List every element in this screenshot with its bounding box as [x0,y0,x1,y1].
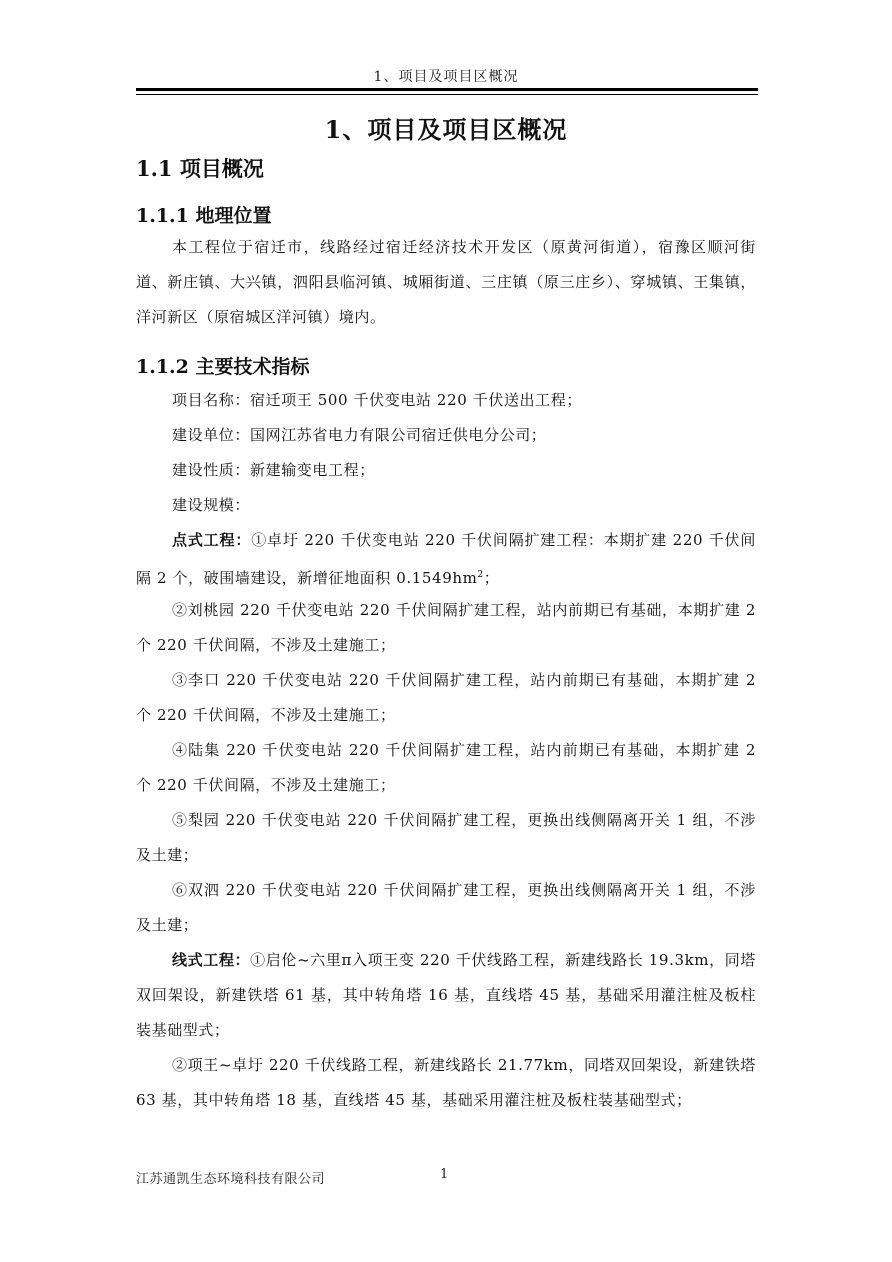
section-heading-1-1: 1.1 项目概况 [136,156,264,181]
builder-line: 建设单位：国网江苏省电力有限公司宿迁供电分公司； [172,426,547,444]
point-item-1-superscript: 2 [477,569,484,580]
point-item-1-text: ①卓圩 220 千伏变电站 220 千伏间隔扩建工程：本期扩建 220 千伏间隔 2 个，破围墙建设，新增征地面积 0.1549hm [136,531,756,587]
line-works-label: 线式工程： [172,951,251,969]
header-rule-thin [136,94,758,95]
point-works-label: 点式工程： [172,531,252,549]
line-item-2: ②项王~卓圩 220 千伏线路工程，新建线路长 21.77km，同塔双回架设，新建铁塔 63 基，其中转角塔 18 基，直线塔 45 基，基础采用灌注桩及板柱装基础型式； [136,1056,756,1109]
line-item-1-text: ①启伦~六里π入项王变 220 千伏线路工程，新建线路长 19.3km，同塔双回架设，新建铁塔 61 基，其中转角塔 16 基，直线塔 45 基，基础采用灌注桩及板柱装基础型式； [136,951,756,1039]
scale-line: 建设规模： [172,496,251,514]
line-item-1 [136,943,756,1047]
section-heading-1-1-2: 1.1.2 主要技术指标 [136,356,310,378]
point-item-2: ②刘桃园 220 千伏变电站 220 千伏间隔扩建工程，站内前期已有基础，本期扩建 2 个 220 千伏间隔，不涉及土建施工； [136,601,756,654]
running-header: 1、项目及项目区概况 [373,69,519,85]
point-item-5: ⑤梨园 220 千伏变电站 220 千伏间隔扩建工程，更换出线侧隔离开关 1 组，不涉及土建； [136,811,756,864]
footer-page-number: 1 [440,1167,449,1182]
chapter-title: 1、项目及项目区概况 [324,115,568,144]
point-item-1 [136,523,756,596]
header-rule-thick [136,88,758,91]
nature-line: 建设性质：新建输变电工程； [172,461,375,479]
point-item-4: ④陆集 220 千伏变电站 220 千伏间隔扩建工程，站内前期已有基础，本期扩建 2 个 220 千伏间隔，不涉及土建施工； [136,741,756,794]
point-item-1-end: ； [483,568,500,587]
project-name-line: 项目名称：宿迁项王 500 千伏变电站 220 千伏送出工程； [172,391,582,409]
section-heading-1-1-1: 1.1.1 地理位置 [136,205,272,227]
point-item-3: ③李口 220 千伏变电站 220 千伏间隔扩建工程，站内前期已有基础，本期扩建 2 个 220 千伏间隔，不涉及土建施工； [136,671,756,724]
footer-company: 江苏通凯生态环境科技有限公司 [136,1172,326,1187]
point-item-6: ⑥双泗 220 千伏变电站 220 千伏间隔扩建工程，更换出线侧隔离开关 1 组，不涉及土建； [136,881,756,934]
geography-paragraph: 本工程位于宿迁市，线路经过宿迁经济技术开发区（原黄河街道），宿豫区顺河街道、新庄镇、大兴镇，泗阳县临河镇、城厢街道、三庄镇（原三庄乡）、穿城镇、王集镇，洋河新区（原宿城区洋河镇）境内。 [136,238,756,326]
